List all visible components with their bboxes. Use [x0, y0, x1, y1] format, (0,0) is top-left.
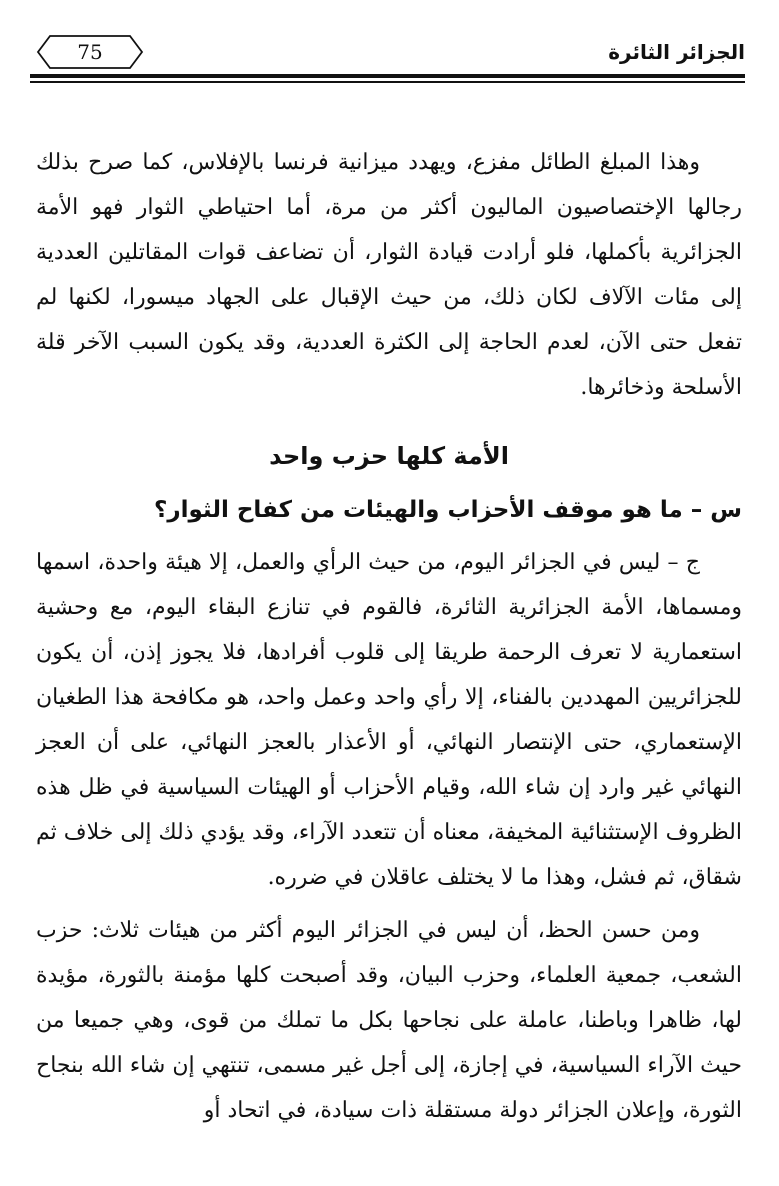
page-body: [36, 140, 742, 1133]
page-header: [30, 30, 745, 90]
paragraph-gap: [36, 900, 742, 908]
section-heading: الأمة كلها حزب واحد: [269, 442, 509, 470]
running-title: الجزائر الثائرة: [608, 40, 745, 64]
page-number-badge: [36, 34, 144, 70]
page-number: 75: [77, 40, 103, 64]
last-paragraph: ومن حسن الحظ، أن ليس في الجزائر اليوم أكثر من هيئات ثلاث: حزب الشعب، جمعية العلماء، وحزب البيان، وقد أصبحت كلها مؤمنة بالثورة، مؤيدة لها، ظاهرا وباطنا، عاملة على نجاحها بكل ما تملك من قوى، وهي جميعا من حيث الآراء السياسية، في إجازة، إلى أجل غير مسمى، تنتهي إن شاء الله بنجاح الثورة، وإعلان الجزائر دولة مستقلة ذات سيادة، في اتحاد أو: [36, 918, 742, 1123]
paragraph-1: وهذا المبلغ الطائل مفزع، ويهدد ميزانية فرنسا بالإفلاس، كما صرح بذلك رجالها الإختصاصيون الماليون أكثر من مرة، أما احتياطي الثوار فهو الأمة الجزائرية بأكملها، فلو أرادت قيادة الثوار، أن تضاعف قوات المقاتلين العددية إلى مئات الآلاف لكان ذلك، من حيث الإقبال على الجهاد ميسورا، لكنها لم تفعل حتى الآن، لعدم الحاجة إلى الكثرة العددية، وقد يكون السبب الآخر قلة الأسلحة وذخائرها.: [36, 150, 742, 400]
answer-paragraph: ج – ليس في الجزائر اليوم، من حيث الرأي والعمل، إلا هيئة واحدة، اسمها ومسماها، الأمة الجزائرية الثائرة، فالقوم في تنازع البقاء اليوم، مع وحشية استعمارية لا تعرف الرحمة طريقا إلى قلوب أفرادها، فلا يجوز إذن، أن يكون للجزائريين المهددين بالفناء، إلا رأي واحد وعمل واحد، هو مكافحة هذا الطغيان الإستعماري، حتى الإنتصار النهائي، أو الأعذار بالعجز النهائي، على أن العجز النهائي غير وارد إن شاء الله، وقيام الأحزاب أو الهيئات السياسية في ظل هذه الظروف الإستثنائية المخيفة، معناه أن تتعدد الآراء، وقد يؤدي ذلك إلى خلاف ثم شقاق، ثم فشل، وهذا ما لا يختلف عاقلان في ضرره.: [36, 550, 742, 890]
question-heading: س – ما هو موقف الأحزاب والهيئات من كفاح الثوار؟: [154, 497, 742, 523]
header-rule-thin: [30, 81, 745, 83]
header-rule-thick: [30, 74, 745, 78]
